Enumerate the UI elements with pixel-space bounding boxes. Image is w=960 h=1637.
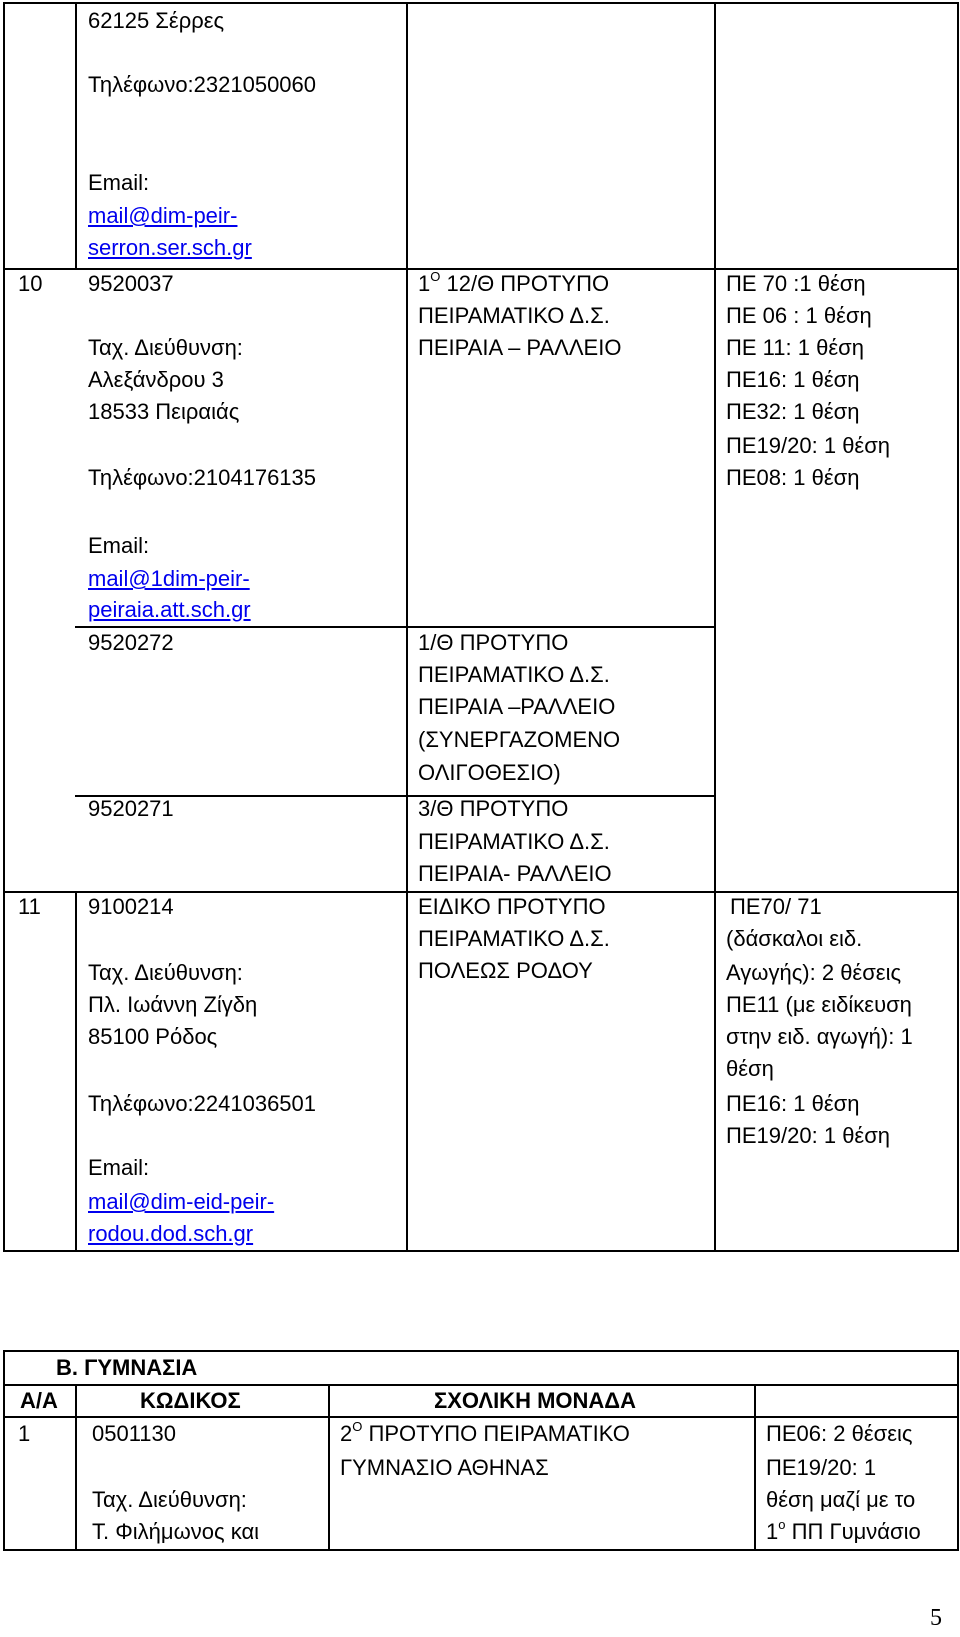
table-border <box>3 1350 5 1550</box>
school-name-line: (ΣΥΝΕΡΓΑΖΟΜΕΝΟ <box>418 727 621 752</box>
column-header-code: ΚΩΔΙΚΟΣ <box>140 1388 241 1413</box>
position-item: ΠΕ19/20: 1 θέση <box>726 433 891 458</box>
email-link[interactable]: mail@dim-peir- <box>88 203 238 228</box>
position-item: στην ειδ. αγωγή): 1 <box>726 1024 913 1049</box>
page-number: 5 <box>930 1605 942 1631</box>
school-code: 9100214 <box>88 894 174 919</box>
row-number: 10 <box>18 271 43 296</box>
phone-number: Τηλέφωνο:2104176135 <box>88 465 317 490</box>
table-border <box>3 2 5 1252</box>
school-code: 9520272 <box>88 630 174 655</box>
position-item: ΠΕ08: 1 θέση <box>726 465 860 490</box>
email-label: Email: <box>88 533 150 558</box>
address-label: Ταχ. Διεύθυνση: <box>88 960 243 985</box>
address-label: Ταχ. Διεύθυνση: <box>92 1487 247 1512</box>
email-link[interactable]: serron.ser.sch.gr <box>88 235 252 260</box>
address-label: Ταχ. Διεύθυνση: <box>88 335 243 360</box>
school-name-line: ΠΕΙΡΑΜΑΤΙΚΟ Δ.Σ. <box>418 926 610 951</box>
position-item: Αγωγής): 2 θέσεις <box>726 960 902 985</box>
email-link[interactable]: mail@1dim-peir- <box>88 566 250 591</box>
school-name-line: 3/Θ ΠΡΟΤΥΠΟ <box>418 796 569 821</box>
table-border <box>75 2 77 270</box>
row-number: 1 <box>18 1421 31 1446</box>
school-name-line: ΠΕΙΡΑΙΑ – ΡΑΛΛΕΙΟ <box>418 335 622 360</box>
address-street: Αλεξάνδρου 3 <box>88 367 224 392</box>
position-item: ΠΕ70/ 71 <box>730 894 822 919</box>
school-name-line: ΓΥΜΝΑΣΙΟ ΑΘΗΝΑΣ <box>340 1455 549 1480</box>
position-item: $1^o$ ΠΠ Γυμνάσιο <box>766 1516 921 1544</box>
position-item: ΠΕ19/20: 1 θέση <box>726 1123 891 1148</box>
position-item: ΠΕ11 (με ειδίκευση <box>726 992 912 1017</box>
address-street: Πλ. Ιωάννη Ζίγδη <box>88 992 258 1017</box>
table-border <box>3 1250 959 1252</box>
school-name-line: ΠΕΙΡΑΙΑ- ΡΑΛΛΕΙΟ <box>418 861 612 886</box>
school-name-line: ΠΕΙΡΑΜΑΤΙΚΟ Δ.Σ. <box>418 662 610 687</box>
email-link[interactable]: rodou.dod.sch.gr <box>88 1221 254 1246</box>
phone-number: Τηλέφωνο:2321050060 <box>88 72 317 97</box>
school-name-line: ΕΙΔΙΚΟ ΠΡΟΤΥΠΟ <box>418 894 606 919</box>
position-item: ΠΕ 06 : 1 θέση <box>726 303 872 328</box>
column-header-school: ΣΧΟΛΙΚΗ ΜΟΝΑΔΑ <box>434 1388 636 1413</box>
position-item: ΠΕ 70 :1 θέση <box>726 271 866 296</box>
position-item: (δάσκαλοι ειδ. <box>726 926 863 951</box>
position-item: ΠΕ32: 1 θέση <box>726 399 860 424</box>
table-border <box>328 1385 330 1550</box>
school-name-line: ΠΕΙΡΑΜΑΤΙΚΟ Δ.Σ. <box>418 303 610 328</box>
row-number: 11 <box>18 894 41 919</box>
school-name-line: ΟΛΙΓΟΘΕΣΙΟ) <box>418 760 561 785</box>
email-link[interactable]: mail@dim-eid-peir- <box>88 1189 275 1214</box>
school-code: 9520037 <box>88 271 174 296</box>
phone-number: Τηλέφωνο:2241036501 <box>88 1091 317 1116</box>
school-name-line: 1/Θ ΠΡΟΤΥΠΟ <box>418 630 569 655</box>
column-header-aa: Α/Α <box>20 1388 58 1413</box>
table-border <box>957 1350 959 1550</box>
position-item: θέση μαζί με το <box>766 1487 916 1512</box>
address-city: 85100 Ρόδος <box>88 1024 218 1049</box>
school-name-line: ΠΕΙΡΑΙΑ –ΡΑΛΛΕΙΟ <box>418 694 616 719</box>
school-name-line: ΠΟΛΕΩΣ ΡΟΔΟΥ <box>418 958 593 983</box>
school-code: 9520271 <box>88 796 174 821</box>
school-name-line: ΠΕΙΡΑΜΑΤΙΚΟ Δ.Σ. <box>418 829 610 854</box>
table-border <box>3 1549 959 1551</box>
address-city: 62125 Σέρρες <box>88 8 225 33</box>
school-code: 0501130 <box>92 1421 177 1446</box>
school-name-line: $2^O$ ΠΡΟΤΥΠΟ ΠΕΙΡΑΜΑΤΙΚΟ <box>340 1418 630 1446</box>
school-name-line: $1^O$ 12/Θ ΠΡΟΤΥΠΟ <box>418 268 610 296</box>
table-border <box>957 2 959 1252</box>
position-item: ΠΕ16: 1 θέση <box>726 367 860 392</box>
email-link[interactable]: peiraia.att.sch.gr <box>88 597 251 622</box>
email-label: Email: <box>88 170 150 195</box>
table-border <box>75 892 77 1252</box>
address-street: Τ. Φιλήμωνος και <box>92 1519 260 1544</box>
table-border <box>75 1385 77 1550</box>
position-item: ΠΕ06: 2 θέσεις <box>766 1421 913 1446</box>
section-title: Β. ΓΥΜΝΑΣΙΑ <box>56 1355 198 1380</box>
position-item: θέση <box>726 1056 774 1081</box>
position-item: ΠΕ16: 1 θέση <box>726 1091 860 1116</box>
email-label: Email: <box>88 1155 150 1180</box>
table-border <box>754 1385 756 1550</box>
position-item: ΠΕ 11: 1 θέση <box>726 335 864 360</box>
position-item: ΠΕ19/20: 1 <box>766 1455 877 1480</box>
address-city: 18533 Πειραιάς <box>88 399 240 424</box>
table-border <box>3 2 959 4</box>
